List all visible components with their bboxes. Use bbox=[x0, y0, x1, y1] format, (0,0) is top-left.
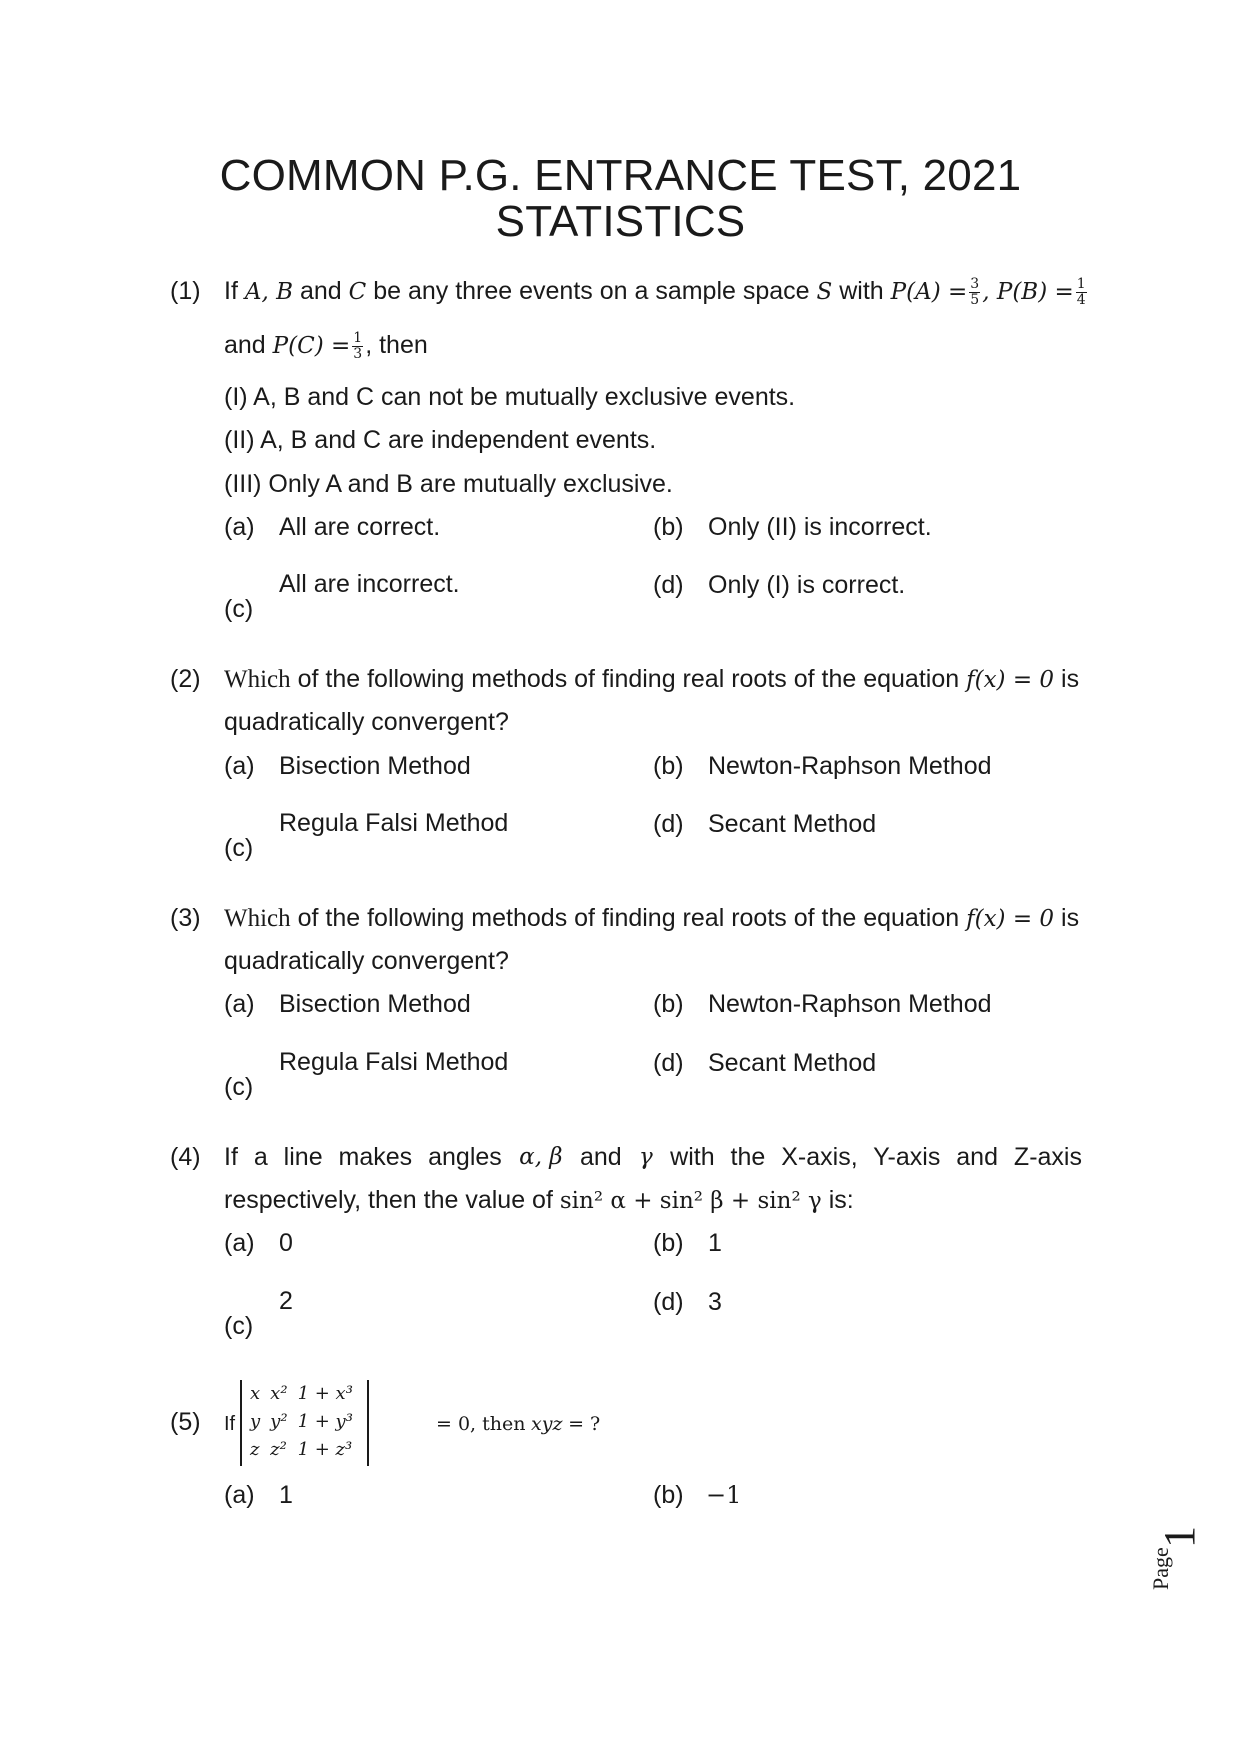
question-number: (1) bbox=[170, 277, 201, 305]
text: If bbox=[224, 277, 238, 305]
det-cell: 1 + x³ bbox=[297, 1383, 353, 1404]
option-a-text[interactable]: Bisection Method bbox=[279, 752, 471, 780]
option-c-label[interactable]: (c) bbox=[224, 1073, 254, 1101]
question-number: (2) bbox=[170, 665, 201, 693]
det-cell: y bbox=[250, 1411, 261, 1432]
text: and bbox=[299, 277, 342, 305]
text: , then bbox=[365, 331, 428, 359]
math: P(A) = bbox=[890, 279, 968, 305]
math: f(x) = 0 bbox=[966, 906, 1055, 932]
question-number: (3) bbox=[170, 904, 201, 932]
option-c-text[interactable]: All are incorrect. bbox=[279, 570, 460, 598]
option-c-label[interactable]: (c) bbox=[224, 834, 254, 862]
det-cell: z² bbox=[270, 1439, 287, 1460]
text: is bbox=[1061, 904, 1080, 932]
denominator: 3 bbox=[353, 345, 363, 362]
numerator: 3 bbox=[970, 275, 980, 292]
option-b-text[interactable]: Newton-Raphson Method bbox=[708, 990, 992, 1018]
det-cell: x² bbox=[270, 1383, 288, 1404]
statement-3: (III) Only A and B are mutually exclusive. bbox=[224, 470, 673, 498]
text: If a line makes angles bbox=[224, 1143, 502, 1171]
question-text-line-2: quadratically convergent? bbox=[224, 708, 509, 736]
option-a-label[interactable]: (a) bbox=[224, 1229, 255, 1257]
page-number: 1 bbox=[1155, 1526, 1204, 1548]
option-a-text[interactable]: 1 bbox=[279, 1481, 293, 1509]
option-d-text[interactable]: Only (I) is correct. bbox=[708, 571, 906, 599]
det-cell: y² bbox=[270, 1411, 288, 1432]
text: Which bbox=[224, 905, 291, 932]
option-b-text[interactable]: 1 bbox=[708, 1229, 722, 1257]
fraction bbox=[1076, 277, 1087, 308]
text: and bbox=[224, 331, 266, 359]
determinant bbox=[240, 1380, 369, 1466]
det-cell: 1 + y³ bbox=[297, 1411, 353, 1432]
question-text-after bbox=[436, 1409, 600, 1439]
math: f(x) = 0 bbox=[966, 667, 1055, 693]
math: , P(B) = bbox=[982, 279, 1074, 305]
option-d-label[interactable]: (d) bbox=[653, 1049, 684, 1077]
option-c-text[interactable]: 2 bbox=[279, 1287, 293, 1315]
fraction bbox=[352, 331, 363, 362]
math: S bbox=[816, 279, 833, 305]
text: be any three events on a sample space bbox=[373, 277, 810, 305]
option-d-text[interactable]: 3 bbox=[708, 1288, 722, 1316]
numerator: 1 bbox=[1076, 275, 1086, 292]
question-text-line-2 bbox=[224, 330, 428, 362]
text: of the following methods of finding real roots of the equation bbox=[297, 665, 960, 693]
text: Which bbox=[224, 666, 291, 693]
option-a-label[interactable]: (a) bbox=[224, 990, 255, 1018]
math: xyz bbox=[531, 1413, 563, 1435]
math: sin² α + sin² β + sin² γ bbox=[559, 1188, 822, 1214]
statement-2: (II) A, B and C are independent events. bbox=[224, 426, 657, 454]
text: of the following methods of finding real roots of the equation bbox=[297, 904, 960, 932]
fraction bbox=[969, 277, 980, 308]
option-b-text[interactable]: Only (II) is incorrect. bbox=[708, 513, 932, 541]
option-a-label[interactable]: (a) bbox=[224, 1481, 255, 1509]
option-b-label[interactable]: (b) bbox=[653, 1481, 684, 1509]
question-number: (4) bbox=[170, 1143, 201, 1171]
math: A, B bbox=[244, 279, 293, 305]
statement-1: (I) A, B and C can not be mutually exclusive events. bbox=[224, 383, 796, 411]
denominator: 4 bbox=[1076, 291, 1086, 308]
math: P(C) = bbox=[272, 333, 351, 359]
option-b-text[interactable]: −1 bbox=[706, 1481, 742, 1509]
det-cell: 1 + z³ bbox=[297, 1439, 353, 1460]
text: If bbox=[224, 1413, 236, 1435]
math: C bbox=[348, 279, 367, 305]
option-c-label[interactable]: (c) bbox=[224, 1312, 254, 1340]
page-number-marker bbox=[1146, 1510, 1226, 1590]
det-cell: x bbox=[250, 1383, 261, 1404]
math: γ bbox=[639, 1144, 653, 1170]
option-b-text[interactable]: Newton-Raphson Method bbox=[708, 752, 992, 780]
option-a-label[interactable]: (a) bbox=[224, 513, 255, 541]
text: is: bbox=[828, 1186, 854, 1214]
question-text-line-2: quadratically convergent? bbox=[224, 947, 509, 975]
text: with bbox=[839, 277, 884, 305]
option-b-label[interactable]: (b) bbox=[653, 990, 684, 1018]
math: α, β bbox=[519, 1144, 563, 1170]
option-a-label[interactable]: (a) bbox=[224, 752, 255, 780]
option-c-text[interactable]: Regula Falsi Method bbox=[279, 809, 509, 837]
question-number: (5) bbox=[170, 1408, 201, 1436]
question-text-line-1 bbox=[224, 276, 1089, 308]
denominator: 5 bbox=[970, 291, 980, 308]
question-text-line-1 bbox=[224, 664, 1079, 695]
option-d-text[interactable]: Secant Method bbox=[708, 1049, 877, 1077]
option-d-label[interactable]: (d) bbox=[653, 571, 684, 599]
question-text-line-2 bbox=[224, 1185, 854, 1216]
det-cell: z bbox=[250, 1439, 260, 1460]
option-b-label[interactable]: (b) bbox=[653, 513, 684, 541]
math: = 0, then bbox=[436, 1413, 526, 1435]
option-d-label[interactable]: (d) bbox=[653, 1288, 684, 1316]
math: = ? bbox=[568, 1413, 601, 1435]
text: respectively, then the value of bbox=[224, 1186, 553, 1214]
option-d-text[interactable]: Secant Method bbox=[708, 810, 877, 838]
text: with the X-axis, Y-axis and Z-axis bbox=[670, 1143, 1082, 1171]
title-line-2: STATISTICS bbox=[495, 197, 746, 246]
option-c-text[interactable]: Regula Falsi Method bbox=[279, 1048, 509, 1076]
page-label: Page bbox=[1148, 1547, 1173, 1590]
option-b-label[interactable]: (b) bbox=[653, 752, 684, 780]
option-b-label[interactable]: (b) bbox=[653, 1229, 684, 1257]
question-text-line-1 bbox=[224, 903, 1079, 934]
option-a-text[interactable]: 0 bbox=[279, 1229, 293, 1257]
option-d-label[interactable]: (d) bbox=[653, 810, 684, 838]
text: is bbox=[1061, 665, 1080, 693]
title-line-1: COMMON P.G. ENTRANCE TEST, 2021 bbox=[219, 151, 1022, 200]
option-c-label[interactable]: (c) bbox=[224, 595, 254, 623]
option-a-text[interactable]: All are correct. bbox=[279, 513, 441, 541]
question-text-line-1 bbox=[224, 1142, 1082, 1172]
numerator: 1 bbox=[353, 329, 363, 346]
text: and bbox=[579, 1143, 622, 1171]
option-a-text[interactable]: Bisection Method bbox=[279, 990, 471, 1018]
